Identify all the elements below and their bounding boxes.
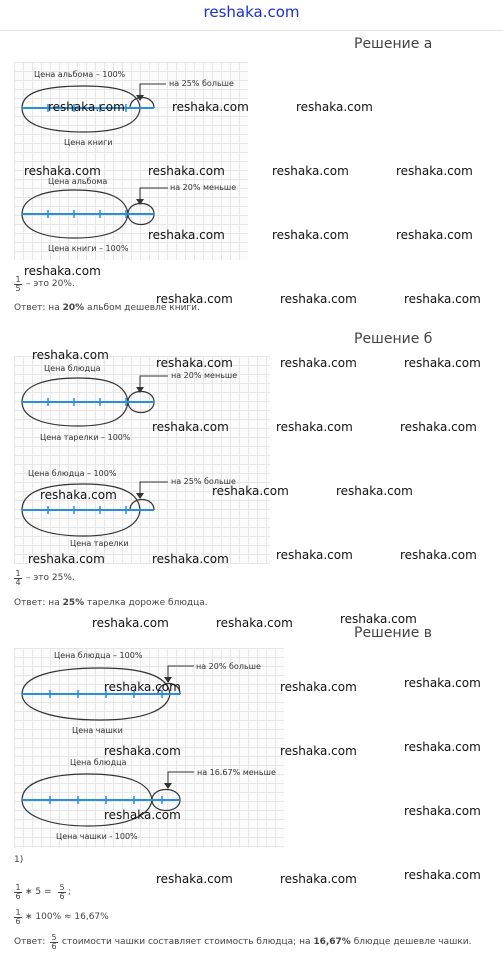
label-less-note: на 20% меньше <box>170 183 237 192</box>
watermark: reshaka.com <box>272 228 349 242</box>
watermark: reshaka.com <box>148 228 225 242</box>
watermark: reshaka.com <box>280 744 357 758</box>
label-plate-price: Цена тарелки – 100% <box>40 433 131 442</box>
answer-a: Ответ: на 20% альбом дешевле книги. <box>14 303 200 313</box>
section-b-title: Решение б <box>354 331 433 347</box>
label-plate-price: Цена тарелки <box>70 539 129 548</box>
watermark: reshaka.com <box>216 616 293 630</box>
watermark: reshaka.com <box>404 356 481 370</box>
watermark: reshaka.com <box>280 356 357 370</box>
watermark: reshaka.com <box>156 356 233 370</box>
label-album-price: Цена альбома – 100% <box>34 70 126 79</box>
watermark: reshaka.com <box>404 868 481 882</box>
divider <box>0 30 503 31</box>
fraction: $\frac{1}{6}$ <box>15 883 21 901</box>
watermark: reshaka.com <box>28 552 105 566</box>
watermark: reshaka.com <box>172 100 249 114</box>
watermark: reshaka.com <box>104 808 181 822</box>
label-more-note: на 25% больше <box>171 477 236 486</box>
label-more-note: на 20% больше <box>196 662 261 671</box>
watermark: reshaka.com <box>104 680 181 694</box>
watermark: reshaka.com <box>404 804 481 818</box>
equation-1: ∗ 5 = <box>25 887 52 897</box>
watermark: reshaka.com <box>32 348 109 362</box>
fraction-text: – это 25%. <box>26 573 75 583</box>
label-book-price: Цена книги <box>64 138 113 147</box>
watermark: reshaka.com <box>104 744 181 758</box>
label-saucer-price: Цена блюдца – 100% <box>54 651 143 660</box>
label-saucer-price: Цена блюдца <box>44 364 101 373</box>
fraction: $\frac{1}{5}$ <box>15 275 21 293</box>
watermark: reshaka.com <box>24 164 101 178</box>
watermark: reshaka.com <box>156 292 233 306</box>
diagram-b-drawing <box>14 356 270 564</box>
watermark: reshaka.com <box>404 292 481 306</box>
fraction: $\frac{1}{6}$ <box>15 908 21 926</box>
watermark: reshaka.com <box>212 484 289 498</box>
label-saucer-price: Цена блюдца <box>70 758 127 767</box>
watermark: reshaka.com <box>340 612 417 626</box>
watermark: reshaka.com <box>276 548 353 562</box>
label-cup-price: Цена чашки <box>72 726 123 735</box>
label-less-note: на 16.67% меньше <box>197 768 276 777</box>
watermark: reshaka.com <box>48 100 125 114</box>
label-less-note: на 20% меньше <box>171 371 238 380</box>
watermark: reshaka.com <box>404 676 481 690</box>
fraction: $\frac{5}{6}$ <box>59 883 65 901</box>
watermark: reshaka.com <box>404 740 481 754</box>
watermark: reshaka.com <box>156 872 233 886</box>
label-book-price: Цена книги – 100% <box>48 244 129 253</box>
watermark: reshaka.com <box>272 164 349 178</box>
fraction: $\frac{1}{4}$ <box>15 569 21 587</box>
diagram-b <box>14 356 270 564</box>
watermark: reshaka.com <box>152 420 229 434</box>
answer-c: Ответ: <box>14 937 46 947</box>
watermark: reshaka.com <box>276 420 353 434</box>
watermark: reshaka.com <box>280 872 357 886</box>
watermark: reshaka.com <box>92 616 169 630</box>
watermark: reshaka.com <box>40 488 117 502</box>
answer-c-text: стоимости чашки составляет стоимость блюдца; на 16,67% блюдце дешевле чашки. <box>62 937 472 947</box>
fraction-text: – это 20%. <box>26 279 75 289</box>
watermark: reshaka.com <box>336 484 413 498</box>
watermark: reshaka.com <box>280 680 357 694</box>
answer-b: Ответ: на 25% тарелка дороже блюдца. <box>14 598 208 608</box>
watermark: reshaka.com <box>152 552 229 566</box>
fraction: $\frac{5}{6}$ <box>51 933 57 951</box>
watermark: reshaka.com <box>396 228 473 242</box>
label-saucer-price: Цена блюдца – 100% <box>28 469 117 478</box>
watermark: reshaka.com <box>296 100 373 114</box>
label-cup-price: Цена чашки - 100% <box>56 832 138 841</box>
watermark: reshaka.com <box>280 292 357 306</box>
section-a-title: Решение а <box>354 36 433 52</box>
watermark: reshaka.com <box>396 164 473 178</box>
watermark: reshaka.com <box>24 264 101 278</box>
watermark: reshaka.com <box>400 548 477 562</box>
section-c-title: Решение в <box>354 625 433 641</box>
equation-2: ∗ 100% ≈ 16,67% <box>25 912 109 922</box>
label-more-note: на 25% больше <box>169 79 234 88</box>
watermark: reshaka.com <box>400 420 477 434</box>
label-album-price: Цена альбома <box>48 177 108 186</box>
step-number: 1) <box>14 855 24 865</box>
site-link[interactable]: reshaka.com <box>203 3 300 21</box>
equation-1-end: ; <box>68 887 72 897</box>
watermark: reshaka.com <box>148 164 225 178</box>
